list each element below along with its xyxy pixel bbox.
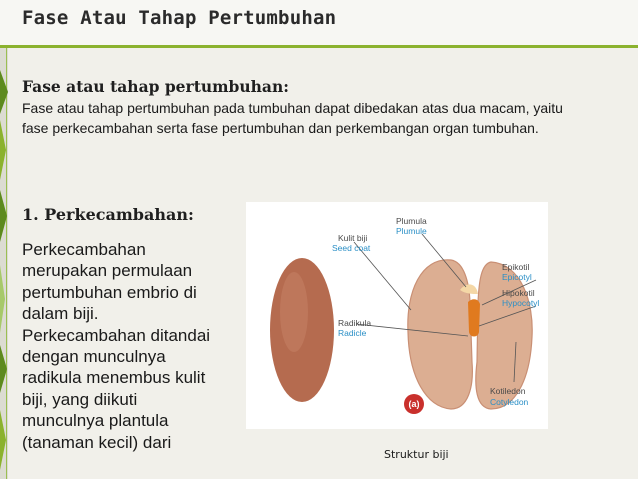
intro-heading: Fase atau tahap pertumbuhan:: [22, 77, 289, 96]
label-epicotyl-en: Epicotyl: [502, 272, 532, 282]
label-radicle-id: Radikula: [338, 318, 372, 328]
left-decor-triangle: [0, 190, 7, 242]
label-radicle-en: Radicle: [338, 328, 367, 338]
figure-badge-label: (a): [408, 399, 420, 409]
label-cotyledon-id: Kotiledon: [490, 386, 526, 396]
left-decor-triangle: [0, 70, 8, 114]
intro-paragraph: Fase atau tahap pertumbuhan pada tumbuhan dapat dibedakan atas dua macam, yaitu fase perkecambahan serta fase pertumbuhan dan perkembangan organ tumbuhan.: [22, 100, 563, 136]
title-underline: [0, 45, 638, 48]
section-body: Perkecambahan merupakan permulaan pertumbuhan embrio di dalam biji. Perkecambahan ditandai dengan munculnya radikula menembus kulit biji, yang diikuti munculnya plantula (tanaman kecil) dari: [22, 240, 211, 452]
section-heading: 1. Perkecambahan:: [22, 205, 194, 224]
label-plumule-id: Plumula: [396, 216, 427, 226]
figure-caption: Struktur biji: [384, 448, 449, 461]
cotyledon-left: [408, 260, 473, 409]
embryo-axis: [468, 299, 480, 336]
label-epicotyl-id: Epikotil: [502, 262, 530, 272]
label-plumule-en: Plumule: [396, 226, 427, 236]
seed-highlight: [280, 272, 308, 352]
label-seed-coat-en: Seed coat: [332, 243, 371, 253]
slide-title: Fase Atau Tahap Pertumbuhan: [22, 7, 337, 29]
left-decor-triangle: [0, 410, 6, 470]
seed-structure-figure: [246, 202, 548, 429]
label-hypocotyl-en: Hypocotyl: [502, 298, 540, 308]
left-decor-triangle: [0, 120, 6, 180]
label-seed-coat-id: Kulit biji: [338, 233, 368, 243]
title-bar: [0, 0, 638, 46]
left-decor-triangle: [0, 345, 7, 393]
label-hypocotyl-id: Hipokotil: [502, 288, 535, 298]
seed-diagram: [246, 202, 548, 429]
left-decor-triangle: [0, 265, 5, 333]
label-cotyledon-en: Cotyledon: [490, 397, 529, 407]
